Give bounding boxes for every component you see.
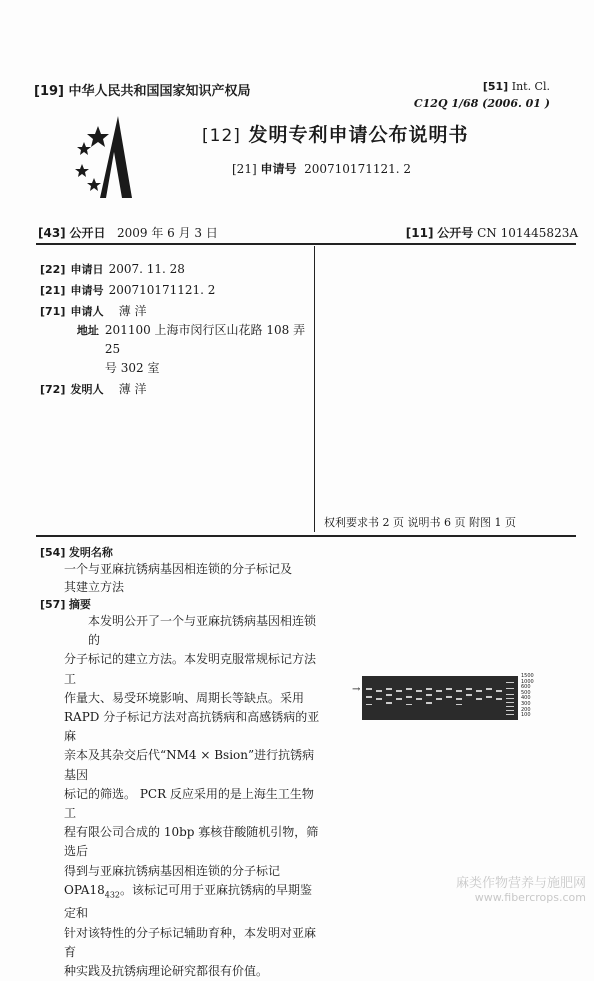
abstract-heading bbox=[40, 596, 91, 612]
biblio-filing bbox=[40, 258, 310, 279]
inventor-code: [72] bbox=[40, 383, 66, 396]
appno-code: [21] bbox=[40, 284, 66, 297]
doc-code: [12] bbox=[202, 126, 241, 146]
abstract-line: 种实践及抗锈病理论研究都很有价值。 bbox=[64, 964, 269, 979]
biblio-inventor bbox=[40, 378, 310, 399]
gel-marker-label: 500 bbox=[521, 689, 531, 696]
appno-label: 申请号 bbox=[70, 284, 104, 297]
doc-title-line bbox=[202, 120, 469, 147]
pub-number bbox=[406, 224, 578, 241]
issuer-line bbox=[34, 80, 251, 99]
gel-image bbox=[362, 676, 518, 720]
pub-no-label: 公开号 bbox=[437, 226, 474, 240]
filing-code: [22] bbox=[40, 263, 66, 276]
issuer-code: [19] bbox=[34, 84, 64, 99]
abstract-code: [57] bbox=[40, 598, 66, 611]
header-appno-code: [21] bbox=[232, 162, 257, 176]
pub-date bbox=[38, 224, 218, 241]
gel-marker-label: 300 bbox=[521, 700, 531, 707]
filing-label: 申请日 bbox=[70, 263, 104, 276]
intcl-label: Int. Cl. bbox=[511, 80, 550, 93]
invention-title-line2: 其建立方法 bbox=[64, 580, 125, 594]
abstract-line: 得到与亚麻抗锈病基因相连锁的分子标记 bbox=[64, 863, 281, 878]
gel-marker-label: 600 bbox=[521, 684, 531, 691]
gel-size-markers bbox=[521, 674, 534, 719]
gel-marker-label: 1500 bbox=[521, 673, 534, 679]
appno-value: 200710171121. 2 bbox=[108, 283, 216, 297]
abstract-line: 作量大、易受环境影响、周期长等缺点。采用 bbox=[64, 690, 305, 705]
pub-date-code: [43] bbox=[38, 226, 66, 240]
applicant-code: [71] bbox=[40, 305, 66, 318]
header-appno-value: 200710171121. 2 bbox=[304, 162, 412, 176]
biblio-block bbox=[40, 258, 310, 399]
pub-date-value: 2009 年 6 月 3 日 bbox=[116, 226, 218, 240]
abstract-line: 标记的筛选。 PCR 反应采用的是上海生工生物工 bbox=[64, 786, 314, 821]
applicant-label: 申请人 bbox=[70, 305, 104, 318]
invention-title-line1: 一个与亚麻抗锈病基因相连锁的分子标记及 bbox=[64, 562, 293, 576]
invention-title-code: [54] bbox=[40, 546, 66, 559]
abstract-line: 亲本及其杂交后代“NM4 × Bsion”进行抗锈病基因 bbox=[64, 748, 315, 782]
page-counts: 权利要求书 2 页 说明书 6 页 附图 1 页 bbox=[324, 516, 516, 529]
invention-title-label: 发明名称 bbox=[68, 546, 113, 559]
abstract-line: RAPD 分子标记方法对高抗锈病和高感锈病的亚麻 bbox=[64, 710, 320, 744]
gel-marker-label: 400 bbox=[521, 695, 531, 702]
issuer-name: 中华人民共和国国家知识产权局 bbox=[68, 84, 251, 99]
filing-value: 2007. 11. 28 bbox=[108, 262, 185, 276]
inventor-label: 发明人 bbox=[70, 383, 104, 396]
address-line2: 号 302 室 bbox=[104, 361, 160, 375]
intcl-code: [51] bbox=[482, 80, 509, 93]
invention-title-heading bbox=[40, 544, 113, 560]
pub-date-label: 公开日 bbox=[69, 226, 106, 240]
address-label: 地址 bbox=[76, 324, 99, 337]
applicant-value: 薄 洋 bbox=[118, 304, 147, 318]
gel-marker-label: 100 bbox=[521, 712, 531, 719]
abstract-body bbox=[64, 612, 324, 981]
abstract-line-tail: 。该标记可用于亚麻抗锈病的早期鉴定和 bbox=[64, 882, 313, 921]
marker-subscript: 432 bbox=[104, 890, 121, 900]
doc-title: 发明专利申请公布说明书 bbox=[248, 124, 469, 146]
abstract-line: 分子标记的建立方法。本发明克服常规标记方法工 bbox=[64, 652, 317, 686]
header-appno-label: 申请号 bbox=[260, 162, 297, 176]
abstract-line: 针对该特性的分子标记辅助育种，本发明对亚麻育 bbox=[64, 925, 317, 959]
pub-no-value: CN 101445823A bbox=[477, 226, 578, 240]
marker-name: OPA18 bbox=[64, 882, 105, 897]
watermark-line2: www.fibercrops.com bbox=[474, 891, 586, 904]
top-rule bbox=[36, 243, 576, 245]
cnipa-emblem-icon bbox=[70, 112, 160, 202]
biblio-appno bbox=[40, 279, 310, 300]
gel-arrow-marker: → bbox=[352, 684, 361, 695]
abstract-line: 本发明公开了一个与亚麻抗锈病基因相连锁的 bbox=[88, 614, 317, 648]
watermark bbox=[456, 872, 586, 904]
invention-title bbox=[64, 560, 292, 596]
gel-marker-label: 1000 bbox=[521, 678, 534, 685]
watermark-line1: 麻类作物营养与施肥网 bbox=[455, 876, 586, 891]
gel-marker-label: 200 bbox=[521, 706, 531, 713]
column-divider bbox=[314, 246, 315, 532]
abstract-line bbox=[64, 881, 324, 924]
biblio-applicant bbox=[40, 300, 310, 321]
pub-no-code: [11] bbox=[405, 226, 434, 240]
abstract-label: 摘要 bbox=[68, 598, 91, 611]
address-line1: 201100 上海市闵行区山花路 108 弄 25 bbox=[104, 323, 306, 356]
abstract-line: 程有限公司合成的 10bp 寡核苷酸随机引物，筛选后 bbox=[64, 825, 319, 859]
inventor-value: 薄 洋 bbox=[118, 382, 147, 396]
header-appno bbox=[232, 160, 411, 177]
intcl-value: C12Q 1/68 (2006. 01 ) bbox=[413, 97, 550, 110]
bottom-rule bbox=[36, 535, 576, 537]
biblio-address bbox=[40, 321, 310, 378]
intcl-block bbox=[414, 80, 550, 110]
